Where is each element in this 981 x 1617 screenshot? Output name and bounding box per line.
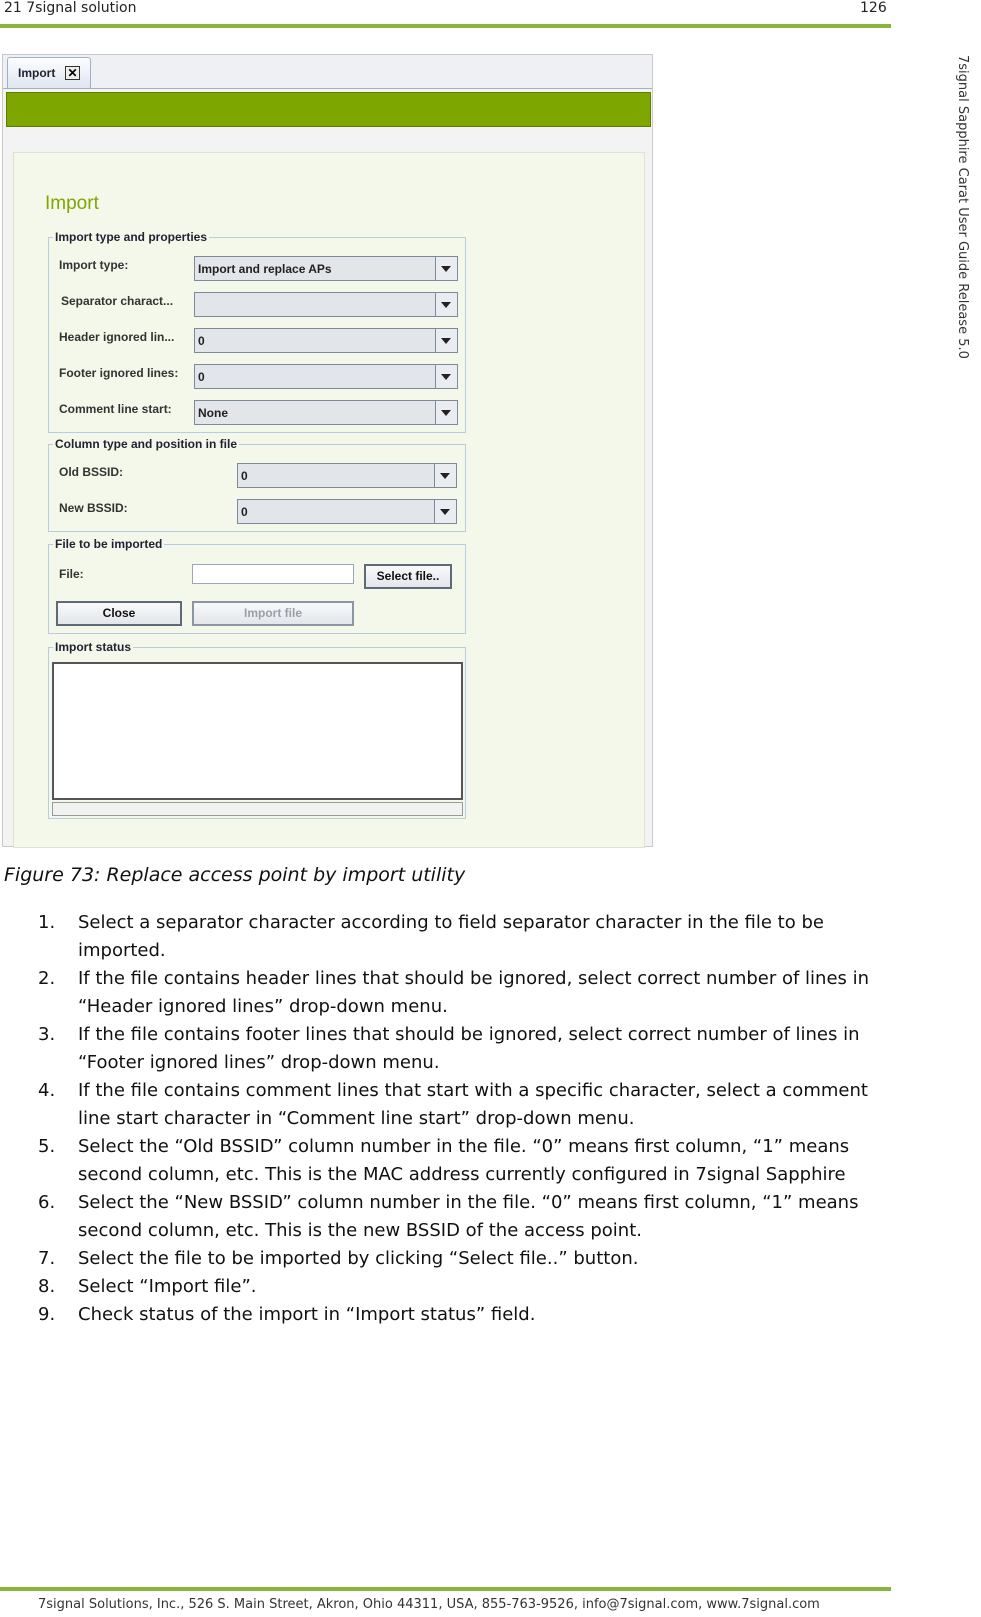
- separator-dropdown[interactable]: [194, 292, 458, 317]
- group-import-type: [48, 230, 466, 433]
- header-ignored-value: 0: [198, 334, 205, 348]
- chevron-down-icon[interactable]: [435, 257, 457, 280]
- step-number: 8.: [38, 1276, 56, 1297]
- separator-label: Separator charact...: [61, 294, 174, 308]
- step-text: Select the “New BSSID” column number in the file. “0” means first column, “1” means second column, etc. This is the new BSSID of the access point.: [78, 1192, 859, 1241]
- figure-caption: Figure 73: Replace access point by import utility: [4, 864, 466, 886]
- group-columns: [48, 437, 466, 532]
- import-status-box[interactable]: [52, 662, 463, 800]
- comment-start-dropdown[interactable]: [194, 400, 458, 425]
- group-status: [48, 640, 466, 819]
- list-item: [36, 1273, 896, 1301]
- footer-ignored-value: 0: [198, 370, 205, 384]
- list-item: [36, 965, 896, 1021]
- list-item: [36, 1301, 896, 1329]
- group-file-title: File to be imported: [55, 537, 163, 551]
- list-item: [36, 1189, 896, 1245]
- old-bssid-dropdown[interactable]: [237, 463, 457, 488]
- header-ignored-label: Header ignored lin...: [59, 330, 175, 344]
- chevron-down-icon[interactable]: [435, 365, 457, 388]
- step-text: Check status of the import in “Import status” field.: [78, 1304, 536, 1325]
- close-icon[interactable]: ✕: [65, 66, 80, 80]
- page-number: 126: [860, 0, 887, 16]
- old-bssid-label: Old BSSID:: [59, 465, 124, 479]
- step-text: If the file contains header lines that should be ignored, select correct number of lines in “Header ignored lines” drop-down menu.: [78, 968, 870, 1017]
- import-type-label: Import type:: [59, 258, 129, 272]
- instruction-list: [36, 909, 896, 1329]
- group-status-title: Import status: [55, 640, 132, 654]
- step-number: 2.: [38, 968, 56, 989]
- step-text: If the file contains comment lines that start with a specific character, select a comment line start character in “Comment line start” drop-down menu.: [78, 1080, 868, 1129]
- chevron-down-icon[interactable]: [434, 500, 456, 523]
- chevron-down-icon[interactable]: [435, 329, 457, 352]
- tab-strip: [3, 55, 652, 89]
- new-bssid-dropdown[interactable]: [237, 499, 457, 524]
- step-number: 7.: [38, 1248, 56, 1269]
- step-text: Select a separator character according to field separator character in the file to be imported.: [78, 912, 824, 961]
- step-number: 5.: [38, 1136, 56, 1157]
- import-panel: [13, 152, 645, 848]
- step-number: 6.: [38, 1192, 56, 1213]
- tab-import-label: Import: [18, 66, 56, 80]
- tab-import[interactable]: [7, 57, 91, 88]
- old-bssid-value: 0: [241, 469, 248, 483]
- list-item: [36, 1021, 896, 1077]
- chevron-down-icon[interactable]: [435, 293, 457, 316]
- header-rule: [0, 24, 891, 28]
- comment-start-value: None: [198, 406, 228, 420]
- chevron-down-icon[interactable]: [434, 464, 456, 487]
- comment-start-label: Comment line start:: [59, 402, 172, 416]
- step-number: 3.: [38, 1024, 56, 1045]
- file-path-input[interactable]: [192, 564, 354, 584]
- step-text: If the file contains footer lines that should be ignored, select correct number of lines in “Footer ignored lines” drop-down menu.: [78, 1024, 860, 1073]
- step-text: Select the “Old BSSID” column number in the file. “0” means first column, “1” means second column, etc. This is the MAC address currently configured in 7signal Sapphire: [78, 1136, 850, 1185]
- step-text: Select the file to be imported by clicking “Select file..” button.: [78, 1248, 639, 1269]
- import-utility-screenshot: [2, 54, 653, 847]
- step-number: 9.: [38, 1304, 56, 1325]
- step-number: 4.: [38, 1080, 56, 1101]
- list-item: [36, 1245, 896, 1273]
- footer-ignored-dropdown[interactable]: [194, 364, 458, 389]
- import-type-dropdown[interactable]: [194, 256, 458, 281]
- group-file: [48, 537, 466, 634]
- new-bssid-label: New BSSID:: [59, 501, 128, 515]
- header-chapter: 21 7signal solution: [4, 0, 137, 16]
- step-text: Select “Import file”.: [78, 1276, 257, 1297]
- footer-ignored-label: Footer ignored lines:: [59, 366, 179, 380]
- close-button[interactable]: Close: [56, 601, 182, 626]
- import-progress-bar: [52, 802, 463, 816]
- footer-rule: [0, 1587, 891, 1591]
- group-columns-title: Column type and position in file: [55, 437, 237, 451]
- list-item: [36, 1077, 896, 1133]
- list-item: [36, 909, 896, 965]
- footer-address: 7signal Solutions, Inc., 526 S. Main Street, Akron, Ohio 44311, USA, 855-763-9526, info@7signal.com, www.7signal.com: [38, 1597, 820, 1612]
- import-type-value: Import and replace APs: [198, 262, 332, 276]
- chevron-down-icon[interactable]: [435, 401, 457, 424]
- list-item: [36, 1133, 896, 1189]
- side-document-title: 7signal Sapphire Carat User Guide Release 5.0: [955, 55, 970, 359]
- import-file-button[interactable]: Import file: [192, 601, 354, 626]
- file-label: File:: [59, 567, 84, 581]
- header-ignored-dropdown[interactable]: [194, 328, 458, 353]
- panel-title: Import: [45, 193, 99, 214]
- step-number: 1.: [38, 912, 56, 933]
- green-title-bar: [6, 92, 651, 127]
- new-bssid-value: 0: [241, 505, 248, 519]
- group-import-type-title: Import type and properties: [55, 230, 208, 244]
- select-file-button[interactable]: Select file..: [364, 564, 452, 589]
